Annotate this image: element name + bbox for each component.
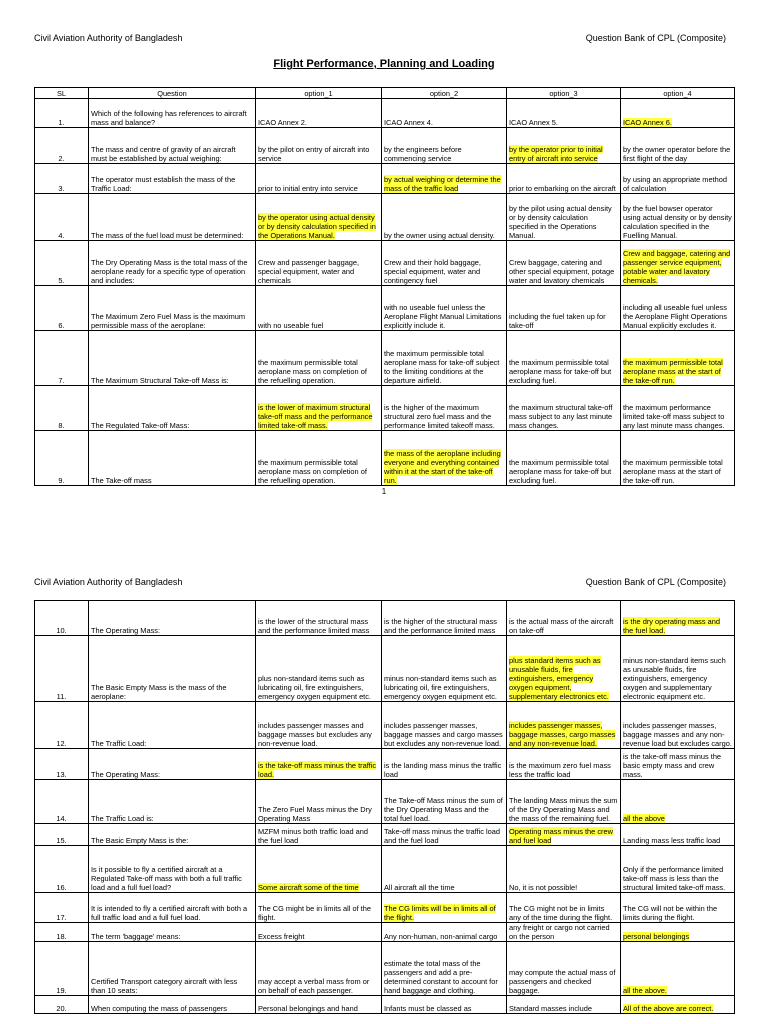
option-4-cell [621, 893, 735, 923]
question-text: The Basic Empty Mass is the: [89, 824, 256, 846]
option-text: prior to embarking on the aircraft [509, 184, 616, 193]
option-3-cell [507, 942, 621, 996]
question-number: 5. [35, 241, 89, 286]
option-1-cell [256, 286, 382, 331]
option-3-cell [507, 923, 621, 942]
question-number: 15. [35, 824, 89, 846]
option-text: is the take-off mass minus the traffic load. [258, 761, 377, 779]
option-3-cell [507, 194, 621, 241]
table-row [35, 923, 735, 942]
option-1-cell [256, 893, 382, 923]
option-text: The CG limits will be in limits all of the flight. [384, 904, 496, 922]
question-number: 7. [35, 331, 89, 386]
table-row [35, 194, 735, 241]
option-text: the maximum permissible total aeroplane mass at the start of the take-off run. [623, 358, 723, 385]
question-text: Which of the following has references to aircraft mass and balance? [89, 99, 256, 128]
option-1-cell [256, 601, 382, 636]
option-3-cell [507, 601, 621, 636]
option-text: ICAO Annex 5. [509, 118, 558, 127]
question-number: 2. [35, 128, 89, 164]
option-text: by the operator using actual density or by density calculation specified in the Operations Manual. [258, 213, 376, 240]
question-text: The Operating Mass: [89, 749, 256, 780]
option-1-cell [256, 386, 382, 431]
question-text: The Traffic Load is: [89, 780, 256, 824]
option-text: The CG might not be in limits any of the time during the flight. [509, 904, 613, 922]
option-text: The CG will not be within the limits during the flight. [623, 904, 718, 922]
table-row [35, 601, 735, 636]
option-2-cell [382, 824, 507, 846]
option-text: Infants must be classed as [384, 1004, 472, 1013]
option-2-cell [382, 780, 507, 824]
table-row [35, 99, 735, 128]
question-text: The operator must establish the mass of the Traffic Load: [89, 164, 256, 194]
question-text: Certified Transport category aircraft with less than 10 seats: [89, 942, 256, 996]
option-4-cell [621, 194, 735, 241]
table-row [35, 286, 735, 331]
question-number: 3. [35, 164, 89, 194]
option-text: minus non-standard items such as unusable fluids, fire extinguishers, emergency oxygen and supplementary electronic equipment etc. [623, 656, 726, 701]
question-table-page-1 [34, 87, 735, 486]
option-1-cell [256, 241, 382, 286]
table-row [35, 749, 735, 780]
option-2-cell [382, 286, 507, 331]
question-text: The Operating Mass: [89, 601, 256, 636]
col-header-option-1: option_1 [256, 88, 382, 99]
option-text: is the lower of the structural mass and the performance limited mass [258, 617, 370, 635]
question-text: The Dry Operating Mass is the total mass of the aeroplane ready for a specific type of operation and includes: [89, 241, 256, 286]
option-text: is the take-off mass minus the basic empty mass and crew mass. [623, 752, 722, 779]
option-4-cell [621, 386, 735, 431]
option-text: ICAO Annex 4. [384, 118, 433, 127]
option-3-cell [507, 996, 621, 1014]
option-4-cell [621, 824, 735, 846]
question-number: 18. [35, 923, 89, 942]
table-row [35, 942, 735, 996]
option-text: is the higher of the maximum structural zero fuel mass and the performance limited takeoff mass. [384, 403, 495, 430]
option-text: Take-off mass minus the traffic load and the fuel load [384, 827, 500, 845]
table-row [35, 846, 735, 893]
option-text: is the higher of the structural mass and the performance limited mass [384, 617, 497, 635]
option-3-cell [507, 824, 621, 846]
option-4-cell [621, 780, 735, 824]
option-text: the maximum permissible total aeroplane mass for take-off but excluding fuel. [509, 358, 612, 385]
option-2-cell [382, 128, 507, 164]
option-2-cell [382, 996, 507, 1014]
option-3-cell [507, 846, 621, 893]
question-text: The Maximum Structural Take-off Mass is: [89, 331, 256, 386]
option-text: includes passenger masses, baggage masses and cargo masses but excludes any non-revenue load. [384, 721, 503, 748]
option-text: is the actual mass of the aircraft on take-off [509, 617, 614, 635]
option-text: includes passenger masses, baggage masses and any non-revenue load but excludes cargo. [623, 721, 732, 748]
option-4-cell [621, 241, 735, 286]
option-4-cell [621, 99, 735, 128]
option-4-cell [621, 749, 735, 780]
option-text: minus non-standard items such as lubricating oil, fire extinguishers, emergency oxygen equipment etc. [384, 674, 497, 701]
option-text: may compute the actual mass of passengers and checked baggage. [509, 968, 616, 995]
option-3-cell [507, 749, 621, 780]
option-text: includes passenger masses and baggage masses but excludes any non-revenue load. [258, 721, 372, 748]
question-text: The mass and centre of gravity of an aircraft must be established by actual weighing: [89, 128, 256, 164]
option-3-cell [507, 128, 621, 164]
option-3-cell [507, 164, 621, 194]
option-4-cell [621, 331, 735, 386]
question-text: The term 'baggage' means: [89, 923, 256, 942]
option-1-cell [256, 431, 382, 486]
option-text: ICAO Annex 2. [258, 118, 307, 127]
table-row [35, 780, 735, 824]
question-number: 9. [35, 431, 89, 486]
option-text: includes passenger masses, baggage masses, cargo masses and any non-revenue load. [509, 721, 616, 748]
col-header-sl: SL [35, 88, 89, 99]
option-1-cell [256, 824, 382, 846]
option-text: by the operator prior to initial entry of aircraft into service [509, 145, 603, 163]
org-name: Civil Aviation Authority of Bangladesh [34, 33, 183, 43]
option-text: All aircraft all the time [384, 883, 455, 892]
option-text: by using an appropriate method of calculation [623, 175, 727, 193]
option-1-cell [256, 923, 382, 942]
option-2-cell [382, 331, 507, 386]
table-row [35, 893, 735, 923]
option-1-cell [256, 996, 382, 1014]
option-text: the maximum permissible total aeroplane mass for take-off but excluding fuel. [509, 458, 612, 485]
option-3-cell [507, 893, 621, 923]
table-row [35, 824, 735, 846]
option-text: the maximum permissible total aeroplane mass on completion of the refuelling operation. [258, 358, 367, 385]
question-table-page-2 [34, 600, 735, 1014]
option-1-cell [256, 164, 382, 194]
option-text: with no useable fuel [258, 321, 324, 330]
question-text: Is it possible to fly a certified aircraft at a Regulated Take-off mass with both a full traffic load and a full fuel load? [89, 846, 256, 893]
option-text: the maximum performance limited take-off mass subject to any last minute mass changes. [623, 403, 725, 430]
option-text: personal belongings [623, 932, 690, 941]
option-3-cell [507, 386, 621, 431]
option-text: all the above. [623, 986, 667, 995]
option-3-cell [507, 99, 621, 128]
option-text: by the owner operator before the first flight of the day [623, 145, 731, 163]
question-number: 13. [35, 749, 89, 780]
option-4-cell [621, 942, 735, 996]
option-1-cell [256, 128, 382, 164]
question-text: The Maximum Zero Fuel Mass is the maximum permissible mass of the aeroplane: [89, 286, 256, 331]
option-2-cell [382, 923, 507, 942]
option-2-cell [382, 194, 507, 241]
question-number: 1. [35, 99, 89, 128]
option-text: Excess freight [258, 932, 305, 941]
question-number: 14. [35, 780, 89, 824]
option-2-cell [382, 942, 507, 996]
option-text: Crew and baggage, catering and passenger service equipment, potable water and lavatory chemicals. [623, 249, 731, 285]
option-1-cell [256, 331, 382, 386]
table-row [35, 164, 735, 194]
question-text: The Regulated Take-off Mass: [89, 386, 256, 431]
option-text: the mass of the aeroplane including everyone and everything contained within it at the start of the take-off run. [384, 449, 501, 485]
option-text: including all useable fuel unless the Aeroplane Flight Operations Manual explicitly excludes it. [623, 303, 727, 330]
option-3-cell [507, 331, 621, 386]
option-4-cell [621, 286, 735, 331]
option-4-cell [621, 431, 735, 486]
option-1-cell [256, 942, 382, 996]
option-2-cell [382, 636, 507, 702]
table-row [35, 331, 735, 386]
option-2-cell [382, 702, 507, 749]
col-header-option-4: option_4 [621, 88, 735, 99]
option-2-cell [382, 99, 507, 128]
question-number: 8. [35, 386, 89, 431]
table-header-row [35, 88, 735, 99]
table-row [35, 241, 735, 286]
option-text: by the owner using actual density. [384, 231, 495, 240]
option-text: prior to initial entry into service [258, 184, 358, 193]
option-text: ICAO Annex 6. [623, 118, 672, 127]
table-row [35, 386, 735, 431]
option-text: Some aircraft some of the time [258, 883, 359, 892]
option-text: the maximum permissible total aeroplane mass on completion of the refuelling operation. [258, 458, 367, 485]
option-text: the maximum structural take-off mass subject to any last minute mass changes. [509, 403, 613, 430]
option-text: may accept a verbal mass from or on behalf of each passenger. [258, 977, 370, 995]
option-2-cell [382, 164, 507, 194]
question-text: The Take-off mass [89, 431, 256, 486]
option-text: Any non-human, non-animal cargo [384, 932, 498, 941]
col-header-option-2: option_2 [382, 88, 507, 99]
option-4-cell [621, 601, 735, 636]
doc-name: Question Bank of CPL (Composite) [585, 33, 726, 43]
question-text: The Basic Empty Mass is the mass of the aeroplane: [89, 636, 256, 702]
question-number: 19. [35, 942, 89, 996]
option-2-cell [382, 431, 507, 486]
option-text: including the fuel taken up for take-off [509, 312, 606, 330]
table-row [35, 431, 735, 486]
option-text: Only if the performance limited take-off mass is less than the structural limited take-off mass. [623, 865, 726, 892]
question-number: 11. [35, 636, 89, 702]
option-text: by the engineers before commencing service [384, 145, 462, 163]
document-title: Flight Performance, Planning and Loading [273, 58, 495, 70]
option-3-cell [507, 241, 621, 286]
option-text: by the pilot on entry of aircraft into service [258, 145, 370, 163]
option-3-cell [507, 702, 621, 749]
option-text: Crew and their hold baggage, special equipment, water and contingency fuel [384, 258, 481, 285]
option-text: Personal belongings and hand [258, 1004, 358, 1013]
table-row [35, 702, 735, 749]
option-text: The Take-off Mass minus the sum of the Dry Operating Mass and the total fuel load. [384, 796, 503, 823]
option-2-cell [382, 893, 507, 923]
option-4-cell [621, 164, 735, 194]
option-text: Crew and passenger baggage, special equipment, water and chemicals [258, 258, 360, 285]
option-1-cell [256, 780, 382, 824]
option-1-cell [256, 636, 382, 702]
option-text: The CG might be in limits all of the flight. [258, 904, 371, 922]
question-text: It is intended to fly a certified aircraft with both a full traffic load and a full fuel load. [89, 893, 256, 923]
option-text: estimate the total mass of the passengers and add a pre-determined constant to account for hand baggage and clothing. [384, 959, 498, 995]
question-text: The mass of the fuel load must be determined: [89, 194, 256, 241]
option-text: the maximum permissible total aeroplane mass for take-off subject to the limiting conditions at the departure airfield. [384, 349, 500, 385]
option-text: with no useable fuel unless the Aeroplane Flight Manual Limitations explicitly include it. [384, 303, 502, 330]
option-text: plus non-standard items such as lubricating oil, fire extinguishers, emergency oxygen equipment etc. [258, 674, 371, 701]
col-header-option-3: option_3 [507, 88, 621, 99]
doc-name: Question Bank of CPL (Composite) [585, 577, 726, 587]
option-1-cell [256, 702, 382, 749]
option-4-cell [621, 636, 735, 702]
option-3-cell [507, 780, 621, 824]
col-header-question: Question [89, 88, 256, 99]
option-text: Crew baggage, catering and other special equipment, potage water and lavatory chemicals [509, 258, 615, 285]
option-text: No, it is not possible! [509, 883, 578, 892]
option-2-cell [382, 241, 507, 286]
question-text: When computing the mass of passengers [89, 996, 256, 1014]
option-text: Standard masses include [509, 1004, 592, 1013]
option-4-cell [621, 923, 735, 942]
question-number: 12. [35, 702, 89, 749]
option-1-cell [256, 99, 382, 128]
option-4-cell [621, 996, 735, 1014]
option-2-cell [382, 846, 507, 893]
page-number: 1 [381, 487, 387, 496]
option-text: plus standard items such as unusable fluids, fire extinguishers, emergency oxygen equipment, supplementary electronics etc. [509, 656, 609, 701]
question-number: 20. [35, 996, 89, 1014]
option-4-cell [621, 702, 735, 749]
org-name: Civil Aviation Authority of Bangladesh [34, 577, 183, 587]
option-text: is the dry operating mass and the fuel load. [623, 617, 720, 635]
option-3-cell [507, 431, 621, 486]
option-3-cell [507, 286, 621, 331]
option-text: MZFM minus both traffic load and the fuel load [258, 827, 368, 845]
option-3-cell [507, 636, 621, 702]
table-row [35, 996, 735, 1014]
option-1-cell [256, 846, 382, 893]
option-2-cell [382, 601, 507, 636]
question-number: 10. [35, 601, 89, 636]
question-number: 16. [35, 846, 89, 893]
option-text: by the pilot using actual density or by density calculation specified in the Operations Manual. [509, 204, 612, 240]
option-4-cell [621, 846, 735, 893]
option-text: The landing Mass minus the sum of the Dry Operating Mass and the mass of the remaining fuel. [509, 796, 618, 823]
option-text: is the lower of maximum structural take-off mass and the performance limited take-off mass. [258, 403, 373, 430]
option-4-cell [621, 128, 735, 164]
question-number: 6. [35, 286, 89, 331]
option-text: Landing mass less traffic load [623, 836, 721, 845]
option-text: The Zero Fuel Mass minus the Dry Operating Mass [258, 805, 372, 823]
option-text: by the fuel bowser operator using actual density or by density calculation specified in the Fuelling Manual. [623, 204, 732, 240]
table-row [35, 128, 735, 164]
option-text: is the landing mass minus the traffic load [384, 761, 502, 779]
option-text: all the above [623, 814, 665, 823]
question-number: 4. [35, 194, 89, 241]
question-number: 17. [35, 893, 89, 923]
option-text: the maximum permissible total aeroplane mass at the start of the take-off run. [623, 458, 723, 485]
option-text: is the maximum zero fuel mass less the traffic load [509, 761, 611, 779]
option-1-cell [256, 749, 382, 780]
option-1-cell [256, 194, 382, 241]
question-text: The Traffic Load: [89, 702, 256, 749]
option-text: Operating mass minus the crew and fuel load [509, 827, 613, 845]
option-text: by actual weighing or determine the mass of the traffic load [384, 175, 501, 193]
table-row [35, 636, 735, 702]
option-2-cell [382, 749, 507, 780]
option-text: any freight or cargo not carried on the person [509, 923, 610, 941]
option-2-cell [382, 386, 507, 431]
option-text: All of the above are correct. [623, 1004, 714, 1013]
